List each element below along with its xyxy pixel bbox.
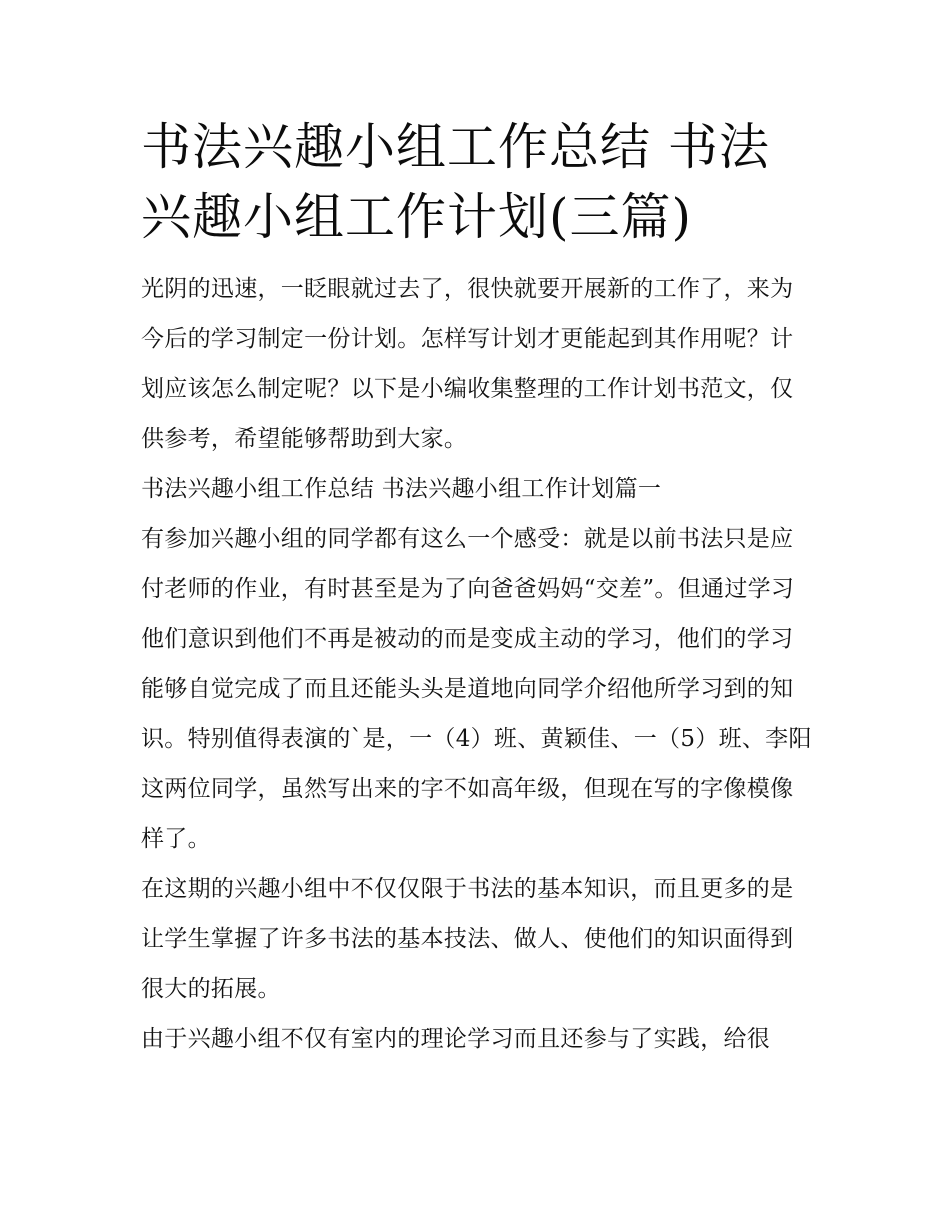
intro-paragraph: 光阴的迅速，一眨眼就过去了，很快就要开展新的工作了，来为今后的学习制定一份计划。怎样写计划才更能起到其作用呢？计划应该怎么制定呢？以下是小编收集整理的工作计划书范文，仅供参考，希望能够帮助到大家。 [141,276,794,452]
body-paragraph: 有参加兴趣小组的同学都有这么一个感受：就是以前书法只是应付老师的作业，有时甚至是为了向爸爸妈妈“交差”。但通过学习他们意识到他们不再是被动的而是变成主动的学习，他们的学习能够自觉完成了而且还能头头是道地向同学介绍他所学习到的知识。特别值得表演的`是，一（4）班、黄颖佳、一（5）班、李阳这两位同学，虽然写出来的字不如高年级，但现在写的字像模像样了。 [141,526,812,852]
body-paragraph: 由于兴趣小组不仅有室内的理论学习而且还参与了实践，给很 [141,1026,771,1052]
section-heading: 书法兴趣小组工作总结 书法兴趣小组工作计划篇一 [141,476,662,502]
document-title: 书法兴趣小组工作总结 书法兴趣小组工作计划(三篇) [141,118,770,246]
body-paragraph: 在这期的兴趣小组中不仅仅限于书法的基本知识，而且更多的是让学生掌握了许多书法的基本技法、做人、使他们的知识面得到很大的拓展。 [141,876,794,1002]
document-body [141,112,813,1064]
